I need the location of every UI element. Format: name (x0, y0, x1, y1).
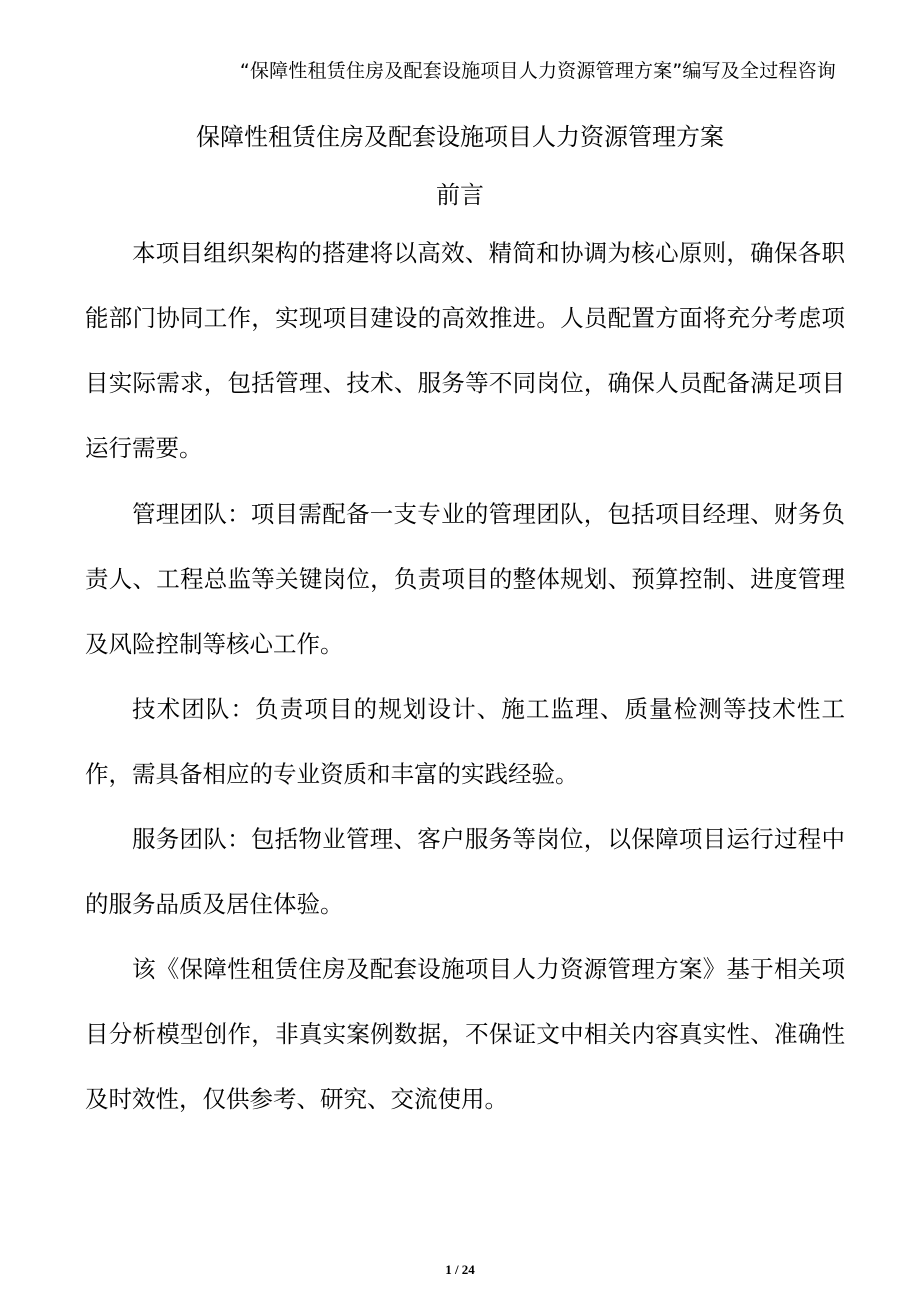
paragraph-service-team: 服务团队：包括物业管理、客户服务等岗位，以保障项目运行过程中的服务品质及居住体验。 (85, 825, 845, 918)
paragraph-organization: 本项目组织架构的搭建将以高效、精简和协调为核心原则，确保各职能部门协同工作，实现项目建设的高效推进。人员配置方面将充分考虑项目实际需求，包括管理、技术、服务等不同岗位，确保人员配备满足项目运行需要。 (85, 239, 845, 462)
paragraph-disclaimer: 该《保障性租赁住房及配套设施项目人力资源管理方案》基于相关项目分析模型创作，非真实案例数据，不保证文中相关内容真实性、准确性及时效性，仅供参考、研究、交流使用。 (85, 955, 845, 1113)
paragraph-technical-team: 技术团队：负责项目的规划设计、施工监理、质量检测等技术性工作，需具备相应的专业资质和丰富的实践经验。 (85, 695, 845, 788)
section-heading-preface: 前言 (436, 181, 484, 209)
page-number: 1 / 24 (445, 1262, 475, 1277)
paragraph-management-team: 管理团队：项目需配备一支专业的管理团队，包括项目经理、财务负责人、工程总监等关键岗位，负责项目的整体规划、预算控制、进度管理及风险控制等核心工作。 (85, 500, 845, 658)
running-header: “保障性租赁住房及配套设施项目人力资源管理方案”编写及全过程咨询 (239, 60, 836, 82)
document-title: 保障性租赁住房及配套设施项目人力资源管理方案 (196, 123, 724, 151)
